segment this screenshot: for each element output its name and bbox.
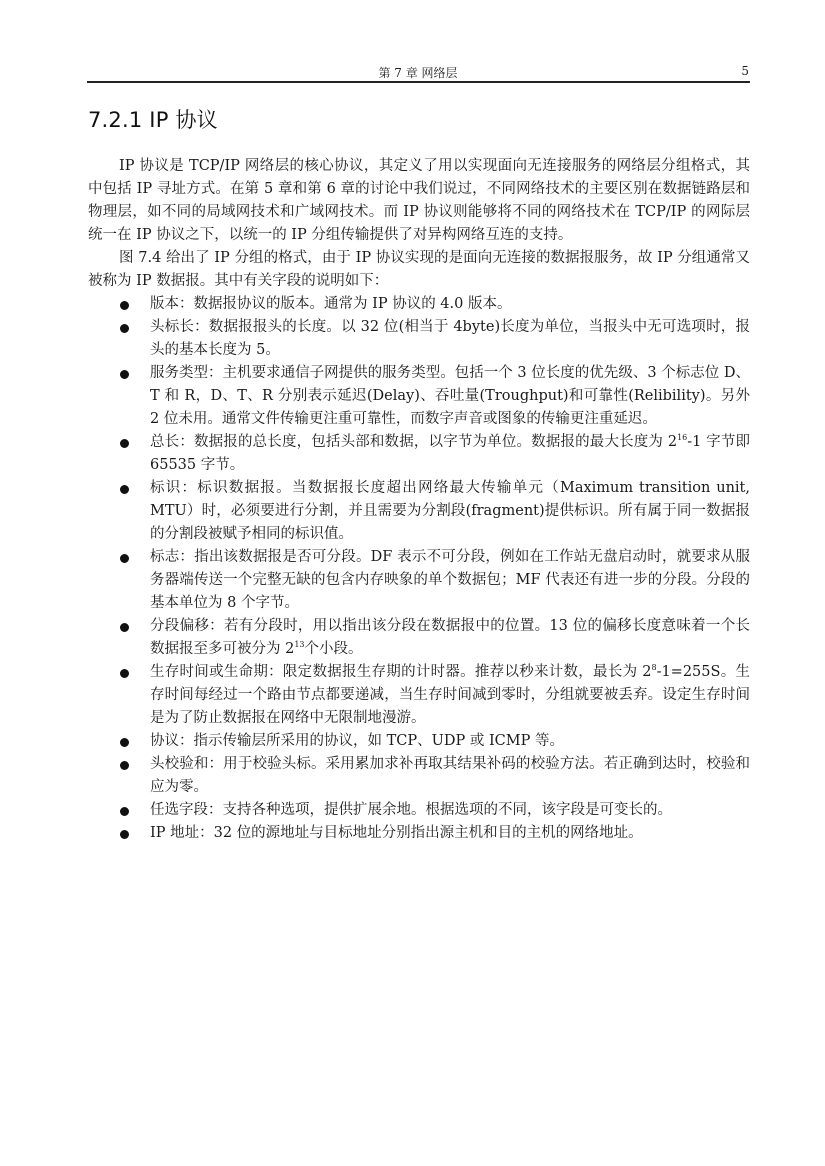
exponent: 8 — [651, 663, 657, 672]
list-item-text-cont: 个小段。 — [304, 641, 363, 657]
bullet-icon — [120, 485, 129, 494]
bullet-icon — [120, 324, 129, 333]
bullet-icon — [120, 370, 129, 379]
list-item-text: 标志：指出该数据报是否可分段。DF 表示不可分段，例如在工作站无盘启动时，就要求从服务器端传送一个完整无缺的包含内存映象的单个数据包；MF 代表还有进一步的分段。分段的基本单位为 8 个字节。 — [150, 549, 750, 611]
list-item-ttl — [88, 661, 750, 730]
bullet-icon — [120, 738, 129, 747]
list-item-options — [88, 799, 750, 822]
list-item-text: IP 地址：32 位的源地址与目标地址分别指出源主机和目的主机的网络地址。 — [150, 825, 643, 841]
list-item-flags — [88, 546, 750, 615]
bullet-icon — [120, 761, 129, 770]
field-list — [88, 293, 750, 845]
bullet-icon — [120, 439, 129, 448]
list-item-ip-address — [88, 822, 750, 845]
running-header — [87, 64, 749, 82]
list-item-service-type — [88, 362, 750, 431]
list-item-text: 协议：指示传输层所采用的协议，如 TCP、UDP 或 ICMP 等。 — [150, 733, 564, 749]
list-item-total-length — [88, 431, 750, 477]
list-item-text: 头校验和：用于校验头标。采用累加求补再取其结果补码的校验方法。若正确到达时，校验和应为零。 — [150, 756, 750, 795]
list-item-protocol — [88, 730, 750, 753]
bullet-icon — [120, 807, 129, 816]
list-item-text: 生存时间或生命期：限定数据报生存期的计时器。推荐以秒来计数，最长为 2 — [150, 664, 652, 680]
list-item-text: 标识：标识数据报。当数据报长度超出网络最大传输单元（Maximum transition unit, MTU）时，必须要进行分割，并且需要为分割段(fragment)提供标识。所有属于同一数据报的分割段被赋予相同的标识值。 — [150, 480, 750, 542]
list-item-text: 头标长：数据报报头的长度。以 32 位(相当于 4byte)长度为单位，当报头中无可选项时，报头的基本长度为 5。 — [150, 319, 750, 358]
page-number: 5 — [741, 64, 749, 78]
bullet-icon — [120, 623, 129, 632]
list-item-version — [88, 293, 750, 316]
list-item-text: 分段偏移：若有分段时，用以指出该分段在数据报中的位置。13 位的偏移长度意味着一个长数据报至多可被分为 2 — [150, 618, 750, 657]
list-item-text: 任选字段：支持各种选项，提供扩展余地。根据选项的不同，该字段是可变长的。 — [150, 802, 672, 818]
body-text — [88, 155, 750, 845]
list-item-identification — [88, 477, 750, 546]
list-item-checksum — [88, 753, 750, 799]
bullet-icon — [120, 301, 129, 310]
list-item-text: 版本：数据报协议的版本。通常为 IP 协议的 4.0 版本。 — [150, 296, 512, 312]
intro-paragraph: IP 协议是 TCP/IP 网络层的核心协议，其定义了用以实现面向无连接服务的网络层分组格式，其中包括 IP 寻址方式。在第 5 章和第 6 章的讨论中我们说过，不同网络技术的主要区别在数据链路层和物理层，如不同的局域网技术和广域网技术。而 IP 协议则能够将不同的网络技术在 TCP/IP 的网际层统一在 IP 协议之下，以统一的 IP 分组传输提供了对异构网络互连的支持。 — [88, 158, 750, 243]
list-item-header-length — [88, 316, 750, 362]
list-item-text-cont: -1=255S。生存时间每经过一个路由节点都要递减，当生存时间减到零时，分组就要被丢弃。设定生存时间是为了防止数据报在网络中无限制地漫游。 — [150, 664, 750, 726]
bullet-icon — [120, 830, 129, 839]
bullet-icon — [120, 554, 129, 563]
figure-reference-paragraph: 图 7.4 给出了 IP 分组的格式，由于 IP 协议实现的是面向无连接的数据报服务，故 IP 分组通常又被称为 IP 数据报。其中有关字段的说明如下： — [88, 250, 750, 289]
chapter-title: 第 7 章 网络层 — [378, 66, 458, 80]
list-item-fragment-offset — [88, 615, 750, 661]
header-rule — [87, 81, 750, 83]
exponent: 16 — [677, 433, 688, 442]
bullet-icon — [120, 669, 129, 678]
list-item-text: 总长：数据报的总长度，包括头部和数据，以字节为单位。数据报的最大长度为 2 — [150, 434, 678, 450]
list-item-text-cont: -1 字节即 65535 字节。 — [150, 434, 750, 473]
section-heading: 7.2.1 IP 协议 — [88, 108, 218, 132]
exponent: 13 — [294, 640, 305, 649]
list-item-text: 服务类型：主机要求通信子网提供的服务类型。包括一个 3 位长度的优先级、3 个标志位 D、T 和 R，D、T、R 分别表示延迟(Delay)、吞吐量(Troughput)和可靠性(Relibility)。另外 2 位未用。通常文件传输更注重可靠性，而数字声音或图象的传输更注重延迟。 — [150, 365, 750, 427]
